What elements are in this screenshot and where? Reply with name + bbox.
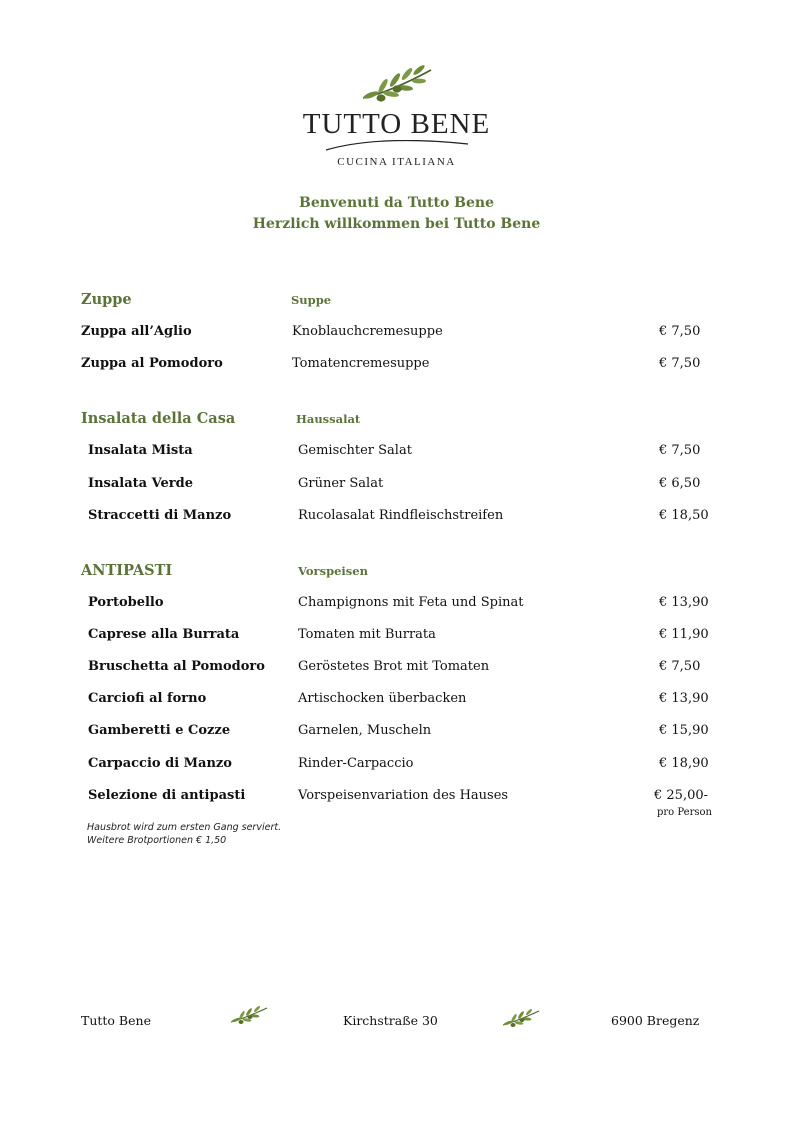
item-name: Caprese alla Burrata [88, 627, 240, 642]
section-subtitle-insalata: Haussalat [296, 412, 361, 426]
menu-item [0, 476, 793, 496]
item-name: Portobello [88, 595, 164, 610]
brand-name: TUTTO BENE [302, 108, 491, 140]
bread-note-line: Hausbrot wird zum ersten Gang serviert. [87, 822, 282, 833]
menu-item [0, 756, 793, 776]
section-subtitle-zuppe: Suppe [291, 293, 332, 307]
logo [0, 64, 793, 168]
bread-note [87, 821, 281, 847]
item-name: Gamberetti e Cozze [88, 723, 231, 738]
menu-item [0, 356, 793, 376]
item-price: € 11,90 [659, 627, 709, 642]
welcome-german: Herzlich willkommen bei Tutto Bene [252, 216, 541, 232]
item-description: Geröstetes Brot mit Tomaten [298, 659, 490, 674]
item-price: € 15,90 [659, 723, 709, 738]
item-description: Grüner Salat [298, 476, 384, 491]
item-name: Zuppa all’Aglio [81, 324, 192, 339]
item-price: € 7,50 [659, 443, 701, 458]
section-subtitle-antipasti: Vorspeisen [298, 564, 368, 578]
item-price: € 13,90 [659, 595, 709, 610]
footer-name: Tutto Bene [81, 1013, 151, 1028]
item-name: Carciofi al forno [88, 691, 207, 706]
section-title-insalata: Insalata della Casa [81, 410, 236, 427]
olive-branch-icon [228, 1005, 270, 1027]
item-description: Garnelen, Muscheln [298, 723, 432, 738]
menu-item [0, 691, 793, 711]
olive-branch-icon [500, 1008, 542, 1030]
item-description: Vorspeisenvariation des Hauses [298, 788, 509, 803]
item-description: Tomaten mit Burrata [298, 627, 436, 642]
item-name: Insalata Mista [88, 443, 193, 458]
footer-city: 6900 Bregenz [611, 1013, 700, 1028]
item-price: € 6,50 [659, 476, 701, 491]
item-description: Artischocken überbacken [298, 691, 467, 706]
item-price: € 13,90 [659, 691, 709, 706]
menu-item [0, 659, 793, 679]
bread-note-line: Weitere Brotportionen € 1,50 [87, 835, 227, 846]
item-name: Selezione di antipasti [88, 788, 246, 803]
menu-item [0, 324, 793, 344]
menu-item [0, 723, 793, 743]
welcome-italian: Benvenuti da Tutto Bene [299, 195, 494, 211]
price-note: pro Person [657, 807, 712, 818]
brand-swoosh [322, 140, 472, 152]
item-name: Carpaccio di Manzo [88, 756, 232, 771]
welcome-text [0, 193, 793, 235]
item-description: Tomatencremesuppe [292, 356, 430, 371]
menu-item [0, 627, 793, 647]
section-title-zuppe: Zuppe [81, 291, 132, 308]
item-description: Rucolasalat Rindfleischstreifen [298, 508, 504, 523]
menu-item [0, 788, 793, 808]
footer-street: Kirchstraße 30 [343, 1013, 438, 1028]
menu-item [0, 595, 793, 615]
item-price: € 7,50 [659, 659, 701, 674]
item-price: € 25,00- [654, 788, 709, 803]
item-description: Knoblauchcremesuppe [292, 324, 443, 339]
item-name: Zuppa al Pomodoro [81, 356, 223, 371]
item-price: € 7,50 [659, 356, 701, 371]
item-price: € 18,50 [659, 508, 709, 523]
item-name: Insalata Verde [88, 476, 193, 491]
item-price: € 18,90 [659, 756, 709, 771]
item-name: Straccetti di Manzo [88, 508, 232, 523]
item-description: Rinder-Carpaccio [298, 756, 414, 771]
section-title-antipasti: ANTIPASTI [81, 562, 173, 579]
item-description: Champignons mit Feta und Spinat [298, 595, 524, 610]
item-name: Bruschetta al Pomodoro [88, 659, 265, 674]
menu-item [0, 443, 793, 463]
olive-branch-icon [357, 64, 437, 106]
item-price: € 7,50 [659, 324, 701, 339]
item-description: Gemischter Salat [298, 443, 412, 458]
brand-tagline: CUCINA ITALIANA [337, 156, 456, 168]
menu-item [0, 508, 793, 528]
